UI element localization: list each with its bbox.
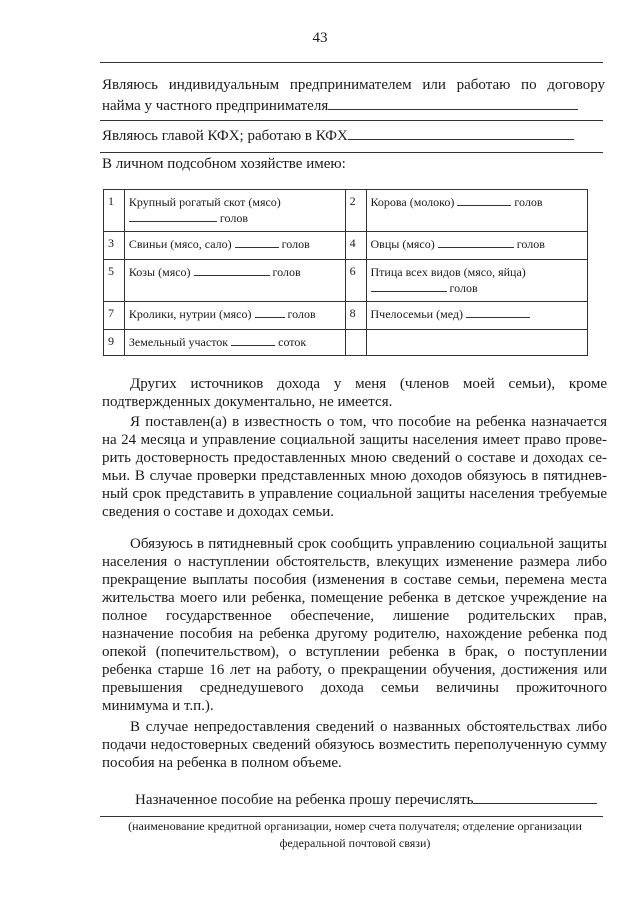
cell-count-line <box>371 194 584 210</box>
cell-count-line <box>371 280 584 296</box>
cell-unit: голов <box>287 307 316 321</box>
paragraph-line: минимума и т.п.). <box>102 698 214 714</box>
payment-rule <box>100 816 603 817</box>
row-number: 9 <box>104 330 125 356</box>
paragraph-line: рить достоверность предоставленных мною сведений о составе и доходах се- <box>102 450 607 466</box>
cell-unit: голов <box>219 211 249 225</box>
caption-line-2: федеральной почтовой связи) <box>279 836 431 850</box>
cell-count-line <box>129 210 341 226</box>
cell-unit: голов <box>449 281 478 295</box>
entrepreneur-line-2-text: найма у частного предпринимателя <box>102 98 329 114</box>
livestock-cell <box>366 302 588 330</box>
livestock-cell <box>366 190 588 232</box>
paragraph-line: ребенка старше 16 лет на работу, о прекращении обучения, достижения или <box>102 662 607 678</box>
table-row <box>104 260 588 302</box>
page-number: 43 <box>312 30 328 46</box>
cell-unit: голов <box>516 237 545 251</box>
cell-label: Земельный участок <box>128 335 229 349</box>
paragraph-line: сведения о составе и доходах семьи. <box>102 504 335 520</box>
household-line: В личном подсобном хозяйстве имею: <box>102 156 346 172</box>
count-blank <box>438 236 514 248</box>
cell-label: Крупный рогатый скот (мясо) <box>128 195 281 209</box>
cell-count-line <box>129 264 341 280</box>
count-blank <box>255 306 285 318</box>
payment-line <box>135 789 597 809</box>
paragraph-reimbursement <box>102 718 607 772</box>
table-row <box>104 302 588 330</box>
paragraph-line: мьи. В случае проверки представленных мною доходов обязуюсь в пятиднев- <box>102 468 607 484</box>
row-number: 7 <box>104 302 125 330</box>
livestock-cell <box>124 232 345 260</box>
paragraph-line: опекой (попечительством), о вступлении ребенка в брак, о поступлении <box>102 644 607 660</box>
payment-caption <box>100 818 610 852</box>
paragraph-line: жительства моего или ребенка, помещение ребенка в детское учреждение на <box>102 590 607 606</box>
cell-label: Свиньи (мясо, сало) <box>128 237 232 251</box>
entrepreneur-line-1: Являюсь индивидуальным предпринимателем или работаю по договору <box>102 77 605 93</box>
paragraph-line: Других источников дохода у меня (членов моей семьи), кроме <box>130 376 607 392</box>
table-row <box>104 330 588 356</box>
cell-unit: соток <box>278 335 307 349</box>
paragraph-line: Обязуюсь в пятидневный срок сообщить управлению социальной защиты <box>130 536 607 552</box>
paragraph-line: населения о наступлении обстоятельств, влекущих изменение размера либо <box>102 554 607 570</box>
livestock-table <box>103 189 588 356</box>
livestock-cell <box>124 302 345 330</box>
count-blank <box>466 306 530 318</box>
row-number: 2 <box>345 190 366 232</box>
top-rule <box>100 62 603 63</box>
row-number: 4 <box>345 232 366 260</box>
caption-line-1: (наименование кредитной организации, номер счета получателя; отделение организации <box>128 819 582 833</box>
cell-label: Корова (молоко) <box>370 195 455 209</box>
payment-blank <box>473 789 597 804</box>
cell-label: Козы (мясо) <box>128 265 191 279</box>
table-row <box>104 190 588 232</box>
row-number <box>345 330 366 356</box>
paragraph-line: полное государственное обеспечение, лишение родительских прав, <box>102 608 607 624</box>
count-blank <box>371 280 447 292</box>
paragraph-notification <box>102 413 607 521</box>
row-number: 3 <box>104 232 125 260</box>
cell-count-line <box>129 236 341 252</box>
count-blank <box>457 194 511 206</box>
paragraph-line: пособия на ребенка в полном объеме. <box>102 755 342 771</box>
cell-count-line <box>371 306 584 322</box>
empty-cell <box>366 330 588 356</box>
entrepreneur-blank <box>328 95 578 110</box>
paragraph-obligation <box>102 535 607 715</box>
cell-unit: голов <box>272 265 301 279</box>
cell-count-line <box>129 334 341 350</box>
paragraph-line: подачи недостоверных сведений обязуюсь возместить переполученную сумму <box>102 737 607 753</box>
cell-label: Птица всех видов (мясо, яйца) <box>370 265 526 279</box>
cell-unit: голов <box>514 195 543 209</box>
kfh-line <box>102 125 574 145</box>
entrepreneur-rule <box>100 120 603 121</box>
row-number: 5 <box>104 260 125 302</box>
cell-label: Пчелосемьи (мед) <box>370 307 463 321</box>
paragraph-line: превышения среднедушевого дохода семьи величины прожиточного <box>102 680 607 696</box>
cell-count-line <box>129 306 341 322</box>
paragraph-line: на 24 месяца и управление социальной защиты населения имеет право прове- <box>102 432 607 448</box>
row-number: 8 <box>345 302 366 330</box>
count-blank <box>129 210 217 222</box>
entrepreneur-line-2 <box>102 95 578 115</box>
livestock-cell <box>366 260 588 302</box>
livestock-cell <box>124 260 345 302</box>
kfh-line-text: Являюсь главой КФХ; работаю в КФХ <box>102 128 348 144</box>
cell-unit: голов <box>281 237 310 251</box>
paragraph-line: назначение пособия на ребенка другому родителю, нахождение ребенка под <box>102 626 607 642</box>
cell-count-line <box>371 236 584 252</box>
paragraph-line: В случае непредоставления сведений о названных обстоятельствах либо <box>130 719 607 735</box>
kfh-rule <box>100 152 603 153</box>
row-number: 1 <box>104 190 125 232</box>
livestock-cell <box>366 232 588 260</box>
paragraph-line: подтвержденных документально, не имеется. <box>102 394 393 410</box>
paragraph-line: ный срок представить в управление социальной защиты населения требуемые <box>102 486 607 502</box>
kfh-blank <box>348 125 574 140</box>
paragraph-line: прекращение выплаты пособия (изменения в составе семьи, перемена места <box>102 572 607 588</box>
cell-label: Кролики, нутрии (мясо) <box>128 307 252 321</box>
livestock-cell <box>124 330 345 356</box>
table-row <box>104 232 588 260</box>
count-blank <box>235 236 279 248</box>
row-number: 6 <box>345 260 366 302</box>
cell-label: Овцы (мясо) <box>370 237 435 251</box>
paragraph-line: Я поставлен(а) в известность о том, что пособие на ребенка назначается <box>130 414 607 430</box>
livestock-cell <box>124 190 345 232</box>
payment-line-text: Назначенное пособие на ребенка прошу перечислять <box>135 792 474 808</box>
paragraph-other-income <box>102 375 607 411</box>
count-blank <box>194 264 270 276</box>
count-blank <box>231 334 275 346</box>
